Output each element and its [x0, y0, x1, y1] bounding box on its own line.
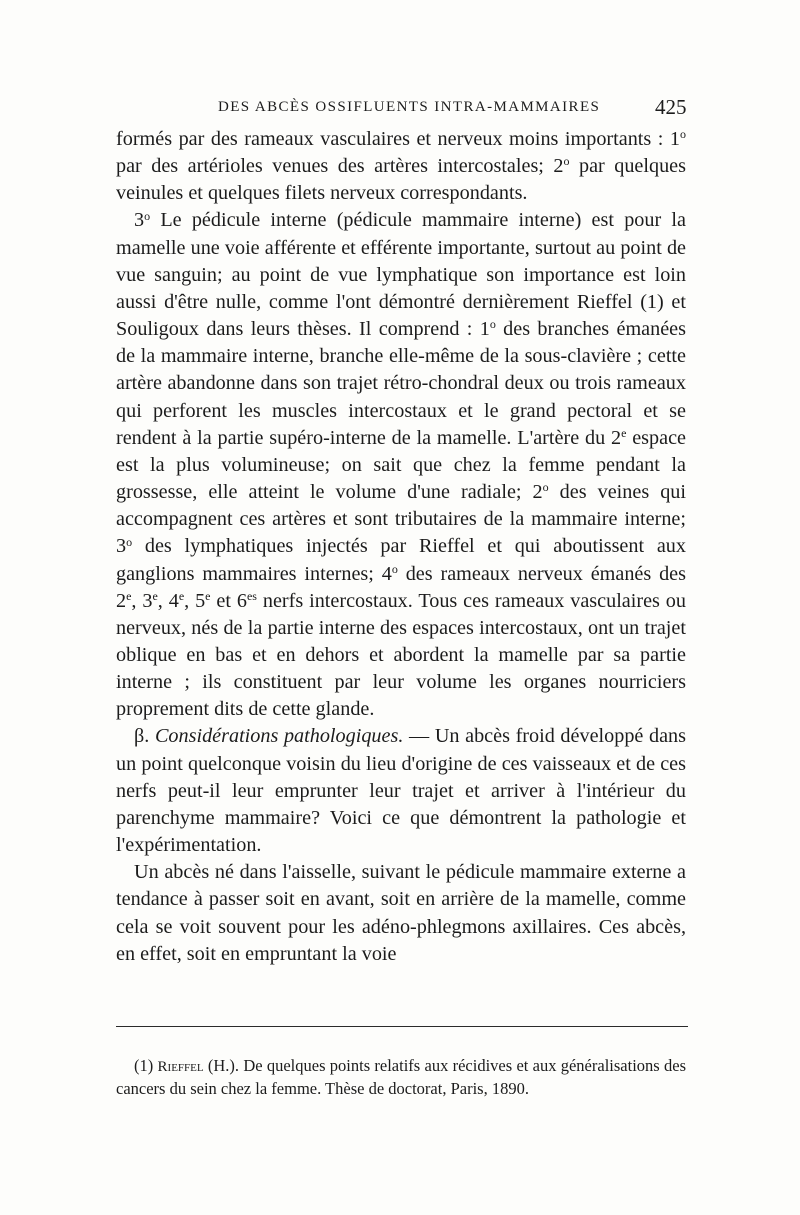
section-marker: β. [134, 725, 150, 748]
footnote-text: (H.). De quelques points relatifs aux récidives et aux généralisations des cancers du sein chez la femme. Thèse de doctorat, Paris, 1890. [116, 1056, 686, 1098]
footnote-marker: (1) [134, 1056, 158, 1075]
running-title: DES ABCÈS OSSIFLUENTS INTRA-MAMMAIRES [218, 99, 601, 115]
body-text [116, 126, 686, 968]
paragraph-1: formés par des rameaux vasculaires et nerveux moins importants : 1$^o$ par des artérioles venues des artères intercostales; 2$^o$ par quelques veinules et quelques filets nerveux correspondants. [116, 127, 686, 205]
footnote-rule [116, 1026, 688, 1027]
paragraph-3: β. Considérations pathologiques. — Un abcès froid développé dans un point quelconque voisin du lieu d'origine de ces vaisseaux et de ces nerfs peut-il leur emprunter leur trajet et arriver à l'intérieur du parenchyme mammaire? Voici ce que démontrent la pathologie et l'expérimentation. [116, 725, 687, 857]
footnote [116, 1055, 686, 1100]
footnote-author: Rieffel [157, 1059, 204, 1075]
paragraph-2: 3$^o$ Le pédicule interne (pédicule mammaire interne) est pour la mamelle une voie afférente et efférente importante, surtout au point de vue sanguin; au point de vue lymphatique son importance est loin aussi d'être nulle, comme l'ont démontré dernièrement Rieffel (1) et Souligoux dans leurs thèses. Il comprend : 1$^o$ des branches émanées de la mammaire interne, branche elle-même de la sous-clavière ; cette artère abandonne dans son trajet rétro-chondral deux ou trois rameaux qui perforent les muscles intercostaux et le grand pectoral et se rendent à la partie supéro-interne de la mamelle. L'artère du 2e espace est la plus volumineuse; on sait que chez la femme pendant la grossesse, elle atteint le volume d'une radiale; 2$^o$ des veines qui accompagnent ces artères et sont tributaires de la mammaire interne; 3$^o$ des lymphatiques injectés par Rieffel et qui aboutissent aux ganglions mammaires internes; 4$^o$ des rameaux nerveux émanés des 2e, 3e, 4e, 5e et $6^{es}$ nerfs intercostaux. Tous ces rameaux vasculaires ou nerveux, nés de la partie interne des espaces intercostaux, ont un trajet oblique en bas et en dehors et abordent la mamelle par sa partie interne ; ils constituent par leur volume les organes nourriciers proprement dits de cette glande. [116, 208, 686, 721]
paragraph-4: Un abcès né dans l'aisselle, suivant le pédicule mammaire externe a tendance à passer soit en avant, soit en arrière de la mamelle, comme cela se voit souvent pour les adéno-phlegmons axillaires. Ces abcès, en effet, soit en empruntant la voie [116, 861, 686, 965]
page-number: 425 [655, 95, 687, 119]
running-head [0, 95, 800, 125]
section-heading: Considérations pathologiques. [154, 725, 404, 748]
